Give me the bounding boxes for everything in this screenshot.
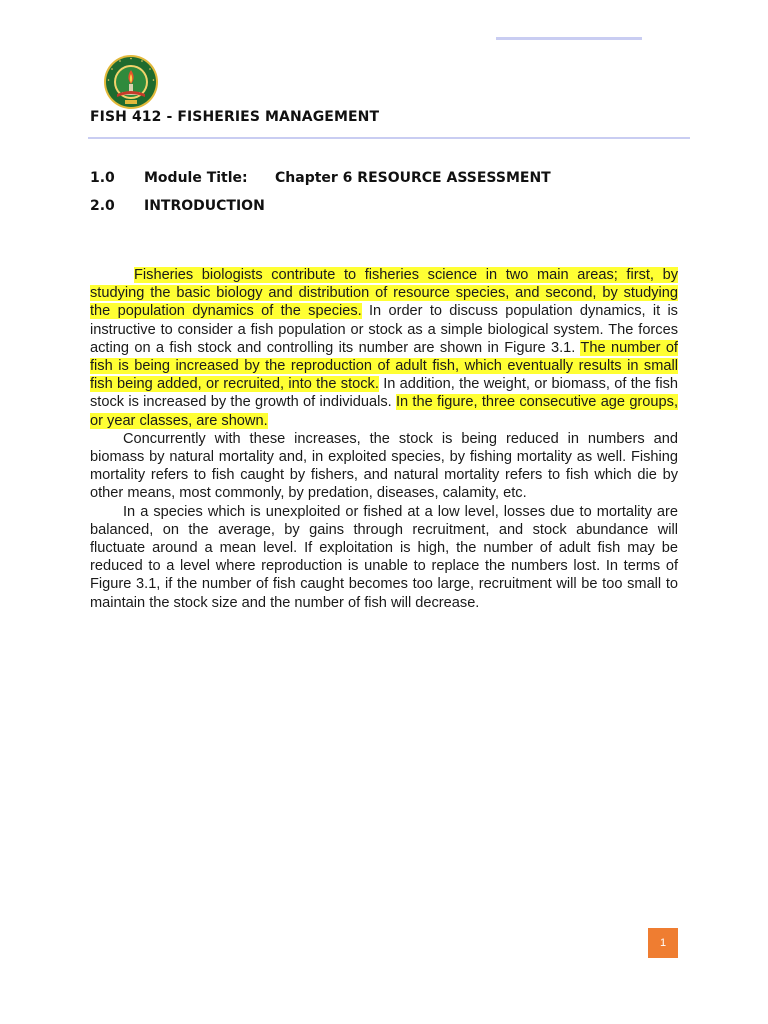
page-number-badge: 1 xyxy=(648,928,678,958)
course-title-header: FISH 412 - FISHERIES MANAGEMENT xyxy=(90,109,380,125)
highlighted-text: The number of fish is being increased by the reproduction of adult fish, which eventually results in small fish being added, or recruited, into the stock. xyxy=(90,339,678,393)
header-divider xyxy=(88,137,690,139)
section-label: INTRODUCTION xyxy=(144,198,265,214)
section-label: Module Title: xyxy=(144,170,248,186)
university-seal-logo xyxy=(103,54,159,110)
highlighted-text: In the figure, three consecutive age groups, or year classes, are shown. xyxy=(90,394,678,429)
paragraph-3: In a species which is unexploited or fished at a low level, losses due to mortality are balanced, on the average, by gains through recruitment, and stock abundance will fluctuate around a mean level. If exploitation is high, the number of adult fish may be reduced to a level where reproduction is unable to replace the numbers lost. In terms of Figure 3.1, if the number of fish caught becomes too large, recruitment will be too small to maintain the stock size and the number of fish will decrease. xyxy=(90,503,678,611)
paragraph-2: Concurrently with these increases, the stock is being reduced in numbers and biomass by natural mortality and, in exploited species, by fishing mortality as well. Fishing mortality refers to fish caught by fishers, and natural mortality refers to fish which die by other means, most commonly, by predation, diseases, calamity, etc. xyxy=(90,430,678,502)
paragraph-text: In addition, the weight, or biomass, of the fish stock is increased by the growth of individuals. xyxy=(90,376,678,411)
section-number: 1.0 xyxy=(90,170,115,186)
paragraph-text: In order to discuss population dynamics, it is instructive to consider a fish population or stock as a simple biological system. The forces acting on a fish stock and controlling its number are shown in Figure 3.1. xyxy=(90,303,678,356)
highlighted-text: Fisheries biologists contribute to fisheries science in two main areas; first, by studying the basic biology and distribution of resource species, and second, by studying the population dynamics of the species. xyxy=(90,267,678,320)
introduction-body xyxy=(90,266,678,612)
module-title-value: Chapter 6 RESOURCE ASSESSMENT xyxy=(275,170,551,186)
paragraph-1 xyxy=(90,266,678,430)
top-decorative-rule xyxy=(496,37,642,40)
section-number: 2.0 xyxy=(90,198,115,214)
